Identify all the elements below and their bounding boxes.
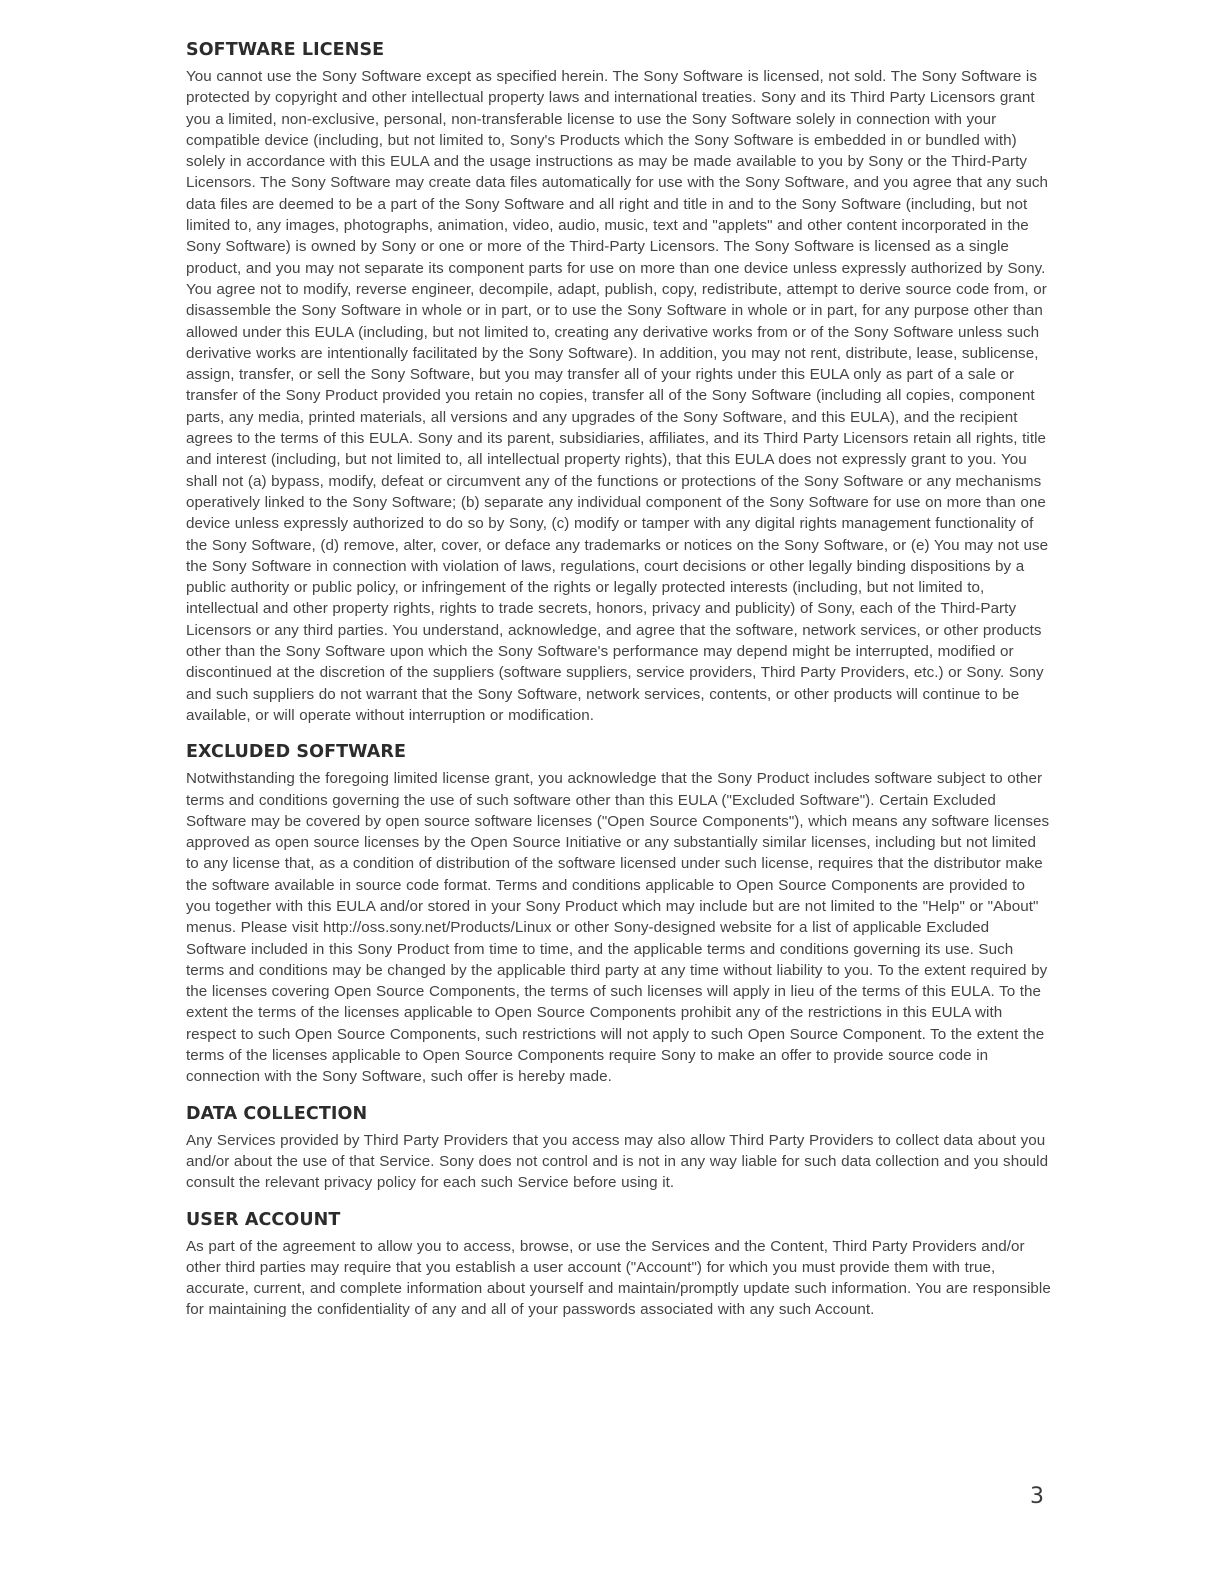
page-number: 3 xyxy=(1030,1484,1044,1509)
section-title: EXCLUDED SOFTWARE xyxy=(186,742,407,763)
section-body: Notwithstanding the foregoing limited license grant, you acknowledge that the Sony Product includes software subject to other terms and conditions governing the use of such software other than this EULA ("Excluded Software"). Certain Excluded Software may be covered by open source software licenses ("Open Source Components"), which means any software licenses approved as open source licenses by the Open Source Initiative or any substantially similar licenses, including but not limited to any license that, as a condition of distribution of the software licensed under such license, requires that the distributor make the software available in source code format. Terms and conditions applicable to Open Source Components are provided to you together with this EULA and/or stored in your Sony Product which may include but are not limited to the "Help" or "About" menus. Please visit http://oss.sony.net/Products/Linux or other Sony-designed website for a list of applicable Excluded Software included in this Sony Product from time to time, and the applicable terms and conditions governing its use. Such terms and conditions may be changed by the applicable third party at any time without liability to you. To the extent required by the licenses covering Open Source Components, the terms of such licenses will apply in lieu of the terms of this EULA. To the extent the terms of the licenses applicable to Open Source Components prohibit any of the restrictions in this EULA with respect to such Open Source Components, such restrictions will not apply to such Open Source Component. To the extent the terms of the licenses applicable to Open Source Components require Sony to make an offer to provide source code in connection with the Sony Software, such offer is hereby made. xyxy=(186,770,1050,1086)
section-title: SOFTWARE LICENSE xyxy=(186,40,385,60)
section-title: USER ACCOUNT xyxy=(186,1209,341,1230)
section-software-license xyxy=(186,38,1052,726)
document-page xyxy=(186,38,1052,1335)
section-body: As part of the agreement to allow you to access, browse, or use the Services and the Content, Third Party Providers and/or other third parties may require that you establish a user account ("Account") for which you must provide them with true, accurate, current, and complete information about yourself and maintain/promptly update such information. You are responsible for maintaining the confidentiality of any and all of your passwords associated with any such Account. xyxy=(186,1237,1051,1319)
section-body: Any Services provided by Third Party Providers that you access may also allow Third Party Providers to collect data about you and/or about the use of that Service. Sony does not control and is not in any way liable for such data collection and you should consult the relevant privacy policy for each such Service before using it. xyxy=(186,1131,1049,1192)
section-title: DATA COLLECTION xyxy=(186,1103,368,1124)
section-user-account xyxy=(186,1208,1052,1321)
section-data-collection xyxy=(186,1102,1052,1194)
section-body: You cannot use the Sony Software except as specified herein. The Sony Software is licensed, not sold. The Sony Software is protected by copyright and other intellectual property laws and international treaties. Sony and its Third Party Licensors grant you a limited, non-exclusive, personal, non-transferable license to use the Sony Software solely in connection with your compatible device (including, but not limited to, Sony's Products which the Sony Software is embedded in or bundled with) solely in accordance with this EULA and the usage instructions as may be made available to you by Sony or the Third-Party Licensors. The Sony Software may create data files automatically for use with the Sony Software, and you agree that any such data files are deemed to be a part of the Sony Software and all right and title in and to the Sony Software (including, but not limited to, any images, photographs, animation, video, audio, music, text and "applets" and other content incorporated in the Sony Software) is owned by Sony or one or more of the Third-Party Licensors. The Sony Software is licensed as a single product, and you may not separate its component parts for use on more than one device unless expressly authorized by Sony. You agree not to modify, reverse engineer, decompile, adapt, publish, copy, redistribute, attempt to derive source code from, or disassemble the Sony Software in whole or in part, or to use the Sony Software in whole or in part, for any purpose other than allowed under this EULA (including, but not limited to, creating any derivative works from or of the Sony Software unless such derivative works are intentionally facilitated by the Sony Software). In addition, you may not rent, distribute, lease, sublicense, assign, transfer, or sell the Sony Software, but you may transfer all of your rights under this EULA only as part of a sale or transfer of the Sony Product provided you retain no copies, transfer all of the Sony Software (including all copies, component parts, any media, printed materials, all versions and any upgrades of the Sony Software, and this EULA), and the recipient agrees to the terms of this EULA. Sony and its parent, subsidiaries, affiliates, and its Third Party Licensors retain all rights, title and interest (including, but not limited to, all intellectual property rights), that this EULA does not expressly grant to you. You shall not (a) bypass, modify, defeat or circumvent any of the functions or protections of the Sony Software or any mechanisms operatively linked to the Sony Software; (b) separate any individual component of the Sony Software for use on more than one device unless expressly authorized to do so by Sony, (c) modify or tamper with any digital rights management functionality of the Sony Software, (d) remove, alter, cover, or deface any trademarks or notices on the Sony Software, or (e) You may not use the Sony Software in connection with violation of laws, regulations, court decisions or other legally binding dispositions by a public authority or public policy, or infringement of the rights or legally protected interests (including, but not limited to, intellectual and other property rights, rights to trade secrets, honors, privacy and publicity) of Sony, each of the Third-Party Licensors or any third parties. You understand, acknowledge, and agree that the software, network services, or other products other than the Sony Software upon which the Sony Software's performance may depend might be interrupted, modified or discontinued at the discretion of the suppliers (software suppliers, service providers, Third Party Providers, etc.) or Sony. Sony and such suppliers do not warrant that the Sony Software, network services, contents, or other products will continue to be available, or will operate without interruption or modification. xyxy=(186,68,1049,724)
section-excluded-software xyxy=(186,740,1052,1087)
